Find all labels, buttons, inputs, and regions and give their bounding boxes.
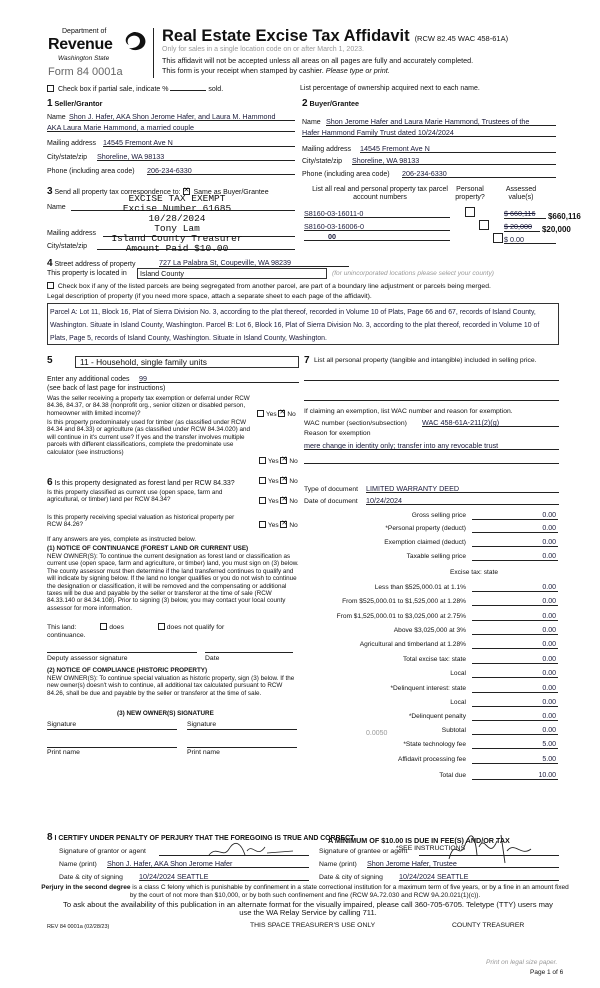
calc-row-value[interactable]: 0.00	[472, 713, 558, 721]
calc-row-label: Agricultural and timberland at 1.28%	[359, 641, 466, 648]
header-divider	[153, 28, 154, 78]
land-does-not-checkbox[interactable]	[158, 623, 165, 630]
parcels-header-personal: Personal property?	[455, 186, 485, 201]
partial-percent-field[interactable]	[170, 84, 206, 91]
partial-sale-label: Check box if partial sale, indicate %	[57, 86, 169, 93]
personal-property-field-2[interactable]	[304, 400, 559, 401]
parcel-3-personal-checkbox[interactable]	[493, 233, 503, 243]
calc-row-value[interactable]: 0.00	[472, 670, 558, 678]
wac-label: WAC number (section/subsection)	[304, 420, 407, 427]
q-timber-yes-checkbox[interactable]	[259, 457, 266, 464]
wac-field[interactable]: WAC 458-61A-211(2)(g)	[422, 418, 559, 427]
parcels-header-assessed: Assessed value(s)	[505, 186, 537, 201]
q-forest-text: Is this property designated as forest land per RCW 84.33?	[54, 480, 235, 487]
dept-top-text: Department of	[62, 28, 107, 35]
q-current-no-label: No	[289, 498, 298, 505]
subtitle-1: This affidavit will not be accepted unless all areas on all pages are fully and accurately completed.	[162, 56, 474, 65]
calc-row	[300, 613, 558, 624]
see-instructions-note: *SEE INSTRUCTIONS	[396, 845, 466, 852]
grantee-date-field[interactable]: 10/24/2024 SEATTLE	[399, 872, 559, 881]
calc-row-label: *Delinquent interest: state	[390, 685, 466, 692]
buyer-name-line1[interactable]: Shon Jerome Hafer and Laura Marie Hammond, Trustees of the	[326, 117, 556, 126]
treasurer-use-label: THIS SPACE TREASURER'S USE ONLY	[250, 922, 376, 929]
section6	[47, 477, 301, 837]
calc-row	[300, 627, 558, 638]
seller-section-number: 1	[47, 98, 53, 109]
calc-row-value[interactable]: 5.00	[472, 756, 558, 764]
parcel-number-2[interactable]: S8160-03-16006-0	[304, 222, 450, 231]
buyer-name-line2[interactable]: Hafer Hammond Family Trust dated 10/24/2024	[302, 128, 556, 137]
buyer-phone-field[interactable]: 206-234-6330	[402, 169, 556, 178]
calc-row	[300, 539, 558, 550]
buyer-phone-label: Phone (including area code)	[302, 171, 390, 178]
grantor-name-field[interactable]: Shon J. Hafer, AKA Shon Jerome Hafer	[107, 859, 309, 868]
seller-city-label: City/state/zip	[47, 154, 88, 161]
q-forest-no-label: No	[289, 478, 298, 485]
reason-label: Reason for exemption	[304, 430, 371, 437]
section5	[47, 355, 299, 475]
same-as-buyer-label: Same as Buyer/Grantee	[193, 189, 269, 196]
calc-row	[300, 713, 558, 724]
stamp-line-6: Amount Paid $10.00	[125, 243, 229, 254]
located-label: This property is located in	[47, 270, 127, 277]
q-timber-answer	[259, 457, 298, 465]
doc-date-label: Date of document	[304, 498, 358, 505]
calc-row-label: Affidavit processing fee	[397, 756, 466, 763]
legal-description-field[interactable]: Parcel A: Lot 11, Block 16, Plat of Sierra Division No. 3, according to the plat thereof, recorded in Volume 10 of Plats, Page 66 and 67, records of Island County, Washington. Situate in Island County, Washington. Parcel B: Lot 6, Block 16, Plat of Sierra Division No. 3, according to the plat thereof, recorded in Volume 10 of Plats, Page 5, records of Island County, Washington. Situate in Island County, Washington.	[47, 303, 559, 345]
buyer-heading	[302, 98, 359, 109]
seller-name-line1[interactable]: Shon J. Hafer, AKA Shon Jerome Hafer, and Laura M. Hammond	[69, 112, 295, 121]
subtitle-2-a: This form is your receipt when stamped by cashier.	[162, 66, 324, 75]
perjury-text: is a class C felony which is punishable by confinement in a state correctional institution for a maximum term of five years, or by a fine in an amount fixed by the court of not more than $10,000, or by both such confinement and fine (RCW 9A.72.030 and RCW 9A.20.021(1)(c)).	[129, 884, 569, 899]
seller-heading	[47, 98, 102, 109]
calc-row	[300, 699, 558, 710]
land-does-checkbox[interactable]	[100, 623, 107, 630]
calc-row-value[interactable]: 0.00	[472, 627, 558, 635]
grantee-name-field[interactable]: Shon Jerome Hafer, Trustee	[367, 859, 559, 868]
calc-row	[300, 598, 558, 609]
parcel-1-personal-checkbox[interactable]	[465, 207, 475, 217]
q-current-yes-checkbox[interactable]	[259, 497, 266, 504]
buyer-mailing-field[interactable]: 14545 Fremont Ave N	[360, 144, 556, 153]
calc-row-value[interactable]: 0.00	[472, 727, 558, 735]
owner-sig-line-1[interactable]	[47, 729, 177, 730]
calc-row-value[interactable]: 0.00	[472, 584, 558, 592]
parcels-section	[302, 184, 581, 260]
calc-row	[300, 641, 558, 652]
grantor-signature-mark	[207, 841, 297, 861]
stamp-line-1: EXCISE TAX EXEMPT	[128, 193, 226, 204]
calc-row-value[interactable]: 0.00	[472, 641, 558, 649]
q-timber-yes-label: Yes	[268, 458, 279, 465]
calc-row	[300, 756, 558, 767]
q-timber-no-checkbox[interactable]	[280, 457, 287, 464]
stamp-line-2: Excise Number 61685	[122, 203, 232, 214]
alt-format-notice: To ask about the availability of this publication in an alternate format for the visually impaired, please call 360-705-6705. Teletype (TTY) users may use the WA Relay Service by calling 711.	[63, 900, 553, 918]
grantor-date-field[interactable]: 10/24/2024 SEATTLE	[139, 872, 309, 881]
calc-row-value[interactable]: 0.00	[472, 598, 558, 606]
buyer-section-number: 2	[302, 98, 308, 109]
grantor-sig-label: Signature of grantor or agent	[59, 848, 146, 855]
owner-sig-label-1: Signature	[47, 721, 77, 728]
section3-heading-text: Send all property tax correspondence to:	[54, 189, 181, 196]
calc-row-label: *State technology fee	[403, 741, 466, 748]
legal-label: Legal description of property (if you need more space, attach a separate sheet to each page of the affidavit).	[47, 293, 372, 300]
q-exempt-yes-checkbox[interactable]	[257, 410, 264, 417]
seller-phone-field[interactable]: 206-234-6330	[147, 166, 295, 175]
notice2-title: (2) NOTICE OF COMPLIANCE (HISTORIC PROPERTY)	[47, 667, 208, 674]
owner-print-line-2[interactable]	[187, 747, 297, 748]
form-title	[162, 27, 508, 46]
this-land-label: This land:	[47, 624, 77, 631]
calc-row-label: Excise tax: state	[449, 569, 498, 576]
doc-type-field[interactable]: LIMITED WARRANTY DEED	[366, 484, 559, 493]
buyer-section	[302, 98, 558, 180]
calc-row	[300, 656, 558, 667]
calc-row-value[interactable]: 0.00	[472, 512, 558, 520]
q-historic-no-label: No	[289, 522, 298, 529]
use-code-select[interactable]: 11 - Household, single family units	[75, 356, 299, 368]
section7	[304, 355, 559, 505]
minimum-due-note: A MINIMUM OF $10.00 IS DUE IN FEE(S) AND/OR TAX	[328, 836, 510, 845]
section6-number: 6	[47, 477, 53, 488]
segregated-row	[47, 282, 491, 290]
owner-sig-line-2[interactable]	[187, 729, 297, 730]
owner-print-line-1[interactable]	[47, 747, 177, 748]
seller-name-line2[interactable]: AKA Laura Marie Hammond, a married couple	[47, 123, 295, 132]
perjury-bold: Perjury in the second degree	[41, 884, 131, 891]
legal-paper-note: Print on legal size paper.	[486, 959, 558, 966]
stamp-line-3: 10/28/2024	[148, 213, 206, 224]
deputy-date-line[interactable]	[205, 652, 293, 653]
parcel-2-value[interactable]	[504, 222, 600, 234]
treasurer-stamp	[102, 194, 252, 254]
buyer-city-field[interactable]: Shoreline, WA 98133	[352, 156, 556, 165]
this-land-row	[47, 623, 224, 631]
calc-row-value[interactable]: 5.00	[472, 741, 558, 749]
calc-row-label: *Delinquent penalty	[408, 713, 466, 720]
calc-row-value[interactable]: 0.00	[472, 685, 558, 693]
q-forest-no-checkbox[interactable]	[280, 477, 287, 484]
certify-text: I CERTIFY UNDER PENALTY OF PERJURY THAT THE FOREGOING IS TRUE AND CORRECT	[54, 835, 355, 842]
notice1-text: NEW OWNER(S): To continue the current designation as forest land or classification as current use (open space, farm and agriculture, or timber) land, you must sign on (3) below. The county assessor must then determine if the land transferred continues to qualify and will indicate by signing below. If the land no longer qualifies or you do not wish to continue the designation or classification, it will be removed and the compensating or additional taxes will be due and payable by the seller or transferor at the time of sale (RCW 84.33.140 or 84.34.108). Prior to signing (3) below, you may contact your local county assessor for more information.	[47, 553, 299, 612]
grantor-name-label: Name (print)	[59, 861, 97, 868]
seller-heading-text: Seller/Grantor	[54, 99, 103, 108]
calc-row-label: Exemption claimed (deduct)	[384, 539, 466, 546]
dor-logo	[40, 28, 152, 84]
parcel-2-value-handwritten: $20,000	[541, 225, 571, 234]
stamp-line-4: Tony Lam	[154, 223, 200, 234]
section3-city-label: City/state/zip	[47, 243, 88, 250]
partial-sale-row	[47, 84, 223, 93]
calc-row-label: Less than $525,000.01 at 1.1%	[374, 584, 466, 591]
q-current-no-checkbox[interactable]	[280, 497, 287, 504]
grantee-name-label: Name (print)	[319, 861, 357, 868]
calc-row-label: Above $3,025,000 at 3%	[393, 627, 466, 634]
subtitle-2-b: Please type or print.	[325, 66, 390, 75]
calc-row-label: From $525,000.01 to $1,525,000 at 1.28%	[342, 598, 466, 605]
segregated-checkbox[interactable]	[47, 282, 54, 289]
street-label: Street address of property	[54, 261, 136, 268]
q-historic-yes-checkbox[interactable]	[259, 521, 266, 528]
calc-row	[300, 670, 558, 681]
calc-row-label: Local	[450, 699, 466, 706]
deputy-sig-label: Deputy assessor signature	[47, 655, 128, 662]
calc-row-value[interactable]: 0.00	[472, 553, 558, 561]
reason-field[interactable]: mere change in identity only; transfer into any revocable trust	[304, 441, 559, 450]
revenue-swirl-icon	[120, 30, 148, 54]
calc-row-label: *Personal property (deduct)	[385, 525, 466, 532]
q-forest-row	[47, 477, 235, 488]
county-treasurer-label: COUNTY TREASURER	[452, 922, 525, 929]
calc-row-value[interactable]: 0.00	[472, 539, 558, 547]
calc-row-value[interactable]: 0.00	[472, 525, 558, 533]
buyer-name-label: Name	[302, 119, 321, 126]
seller-phone-label: Phone (including area code)	[47, 168, 135, 175]
section5-number: 5	[47, 355, 53, 366]
rev-label: REV 84 0001a (02/28/23)	[47, 924, 110, 930]
q-forest-answer	[259, 477, 298, 485]
additional-codes-field[interactable]: 99	[139, 374, 299, 383]
perjury-notice	[40, 884, 570, 899]
calc-row	[300, 727, 558, 738]
calc-row-value[interactable]: 0.00	[472, 656, 558, 664]
grantee-sig-label: Signature of grantee or agent	[319, 848, 408, 855]
partial-sold-label: sold.	[208, 86, 224, 93]
form-title-text: Real Estate Excise Tax Affidavit	[162, 27, 410, 45]
exemption-label: If claiming an exemption, list WAC number and reason for exemption.	[304, 408, 513, 415]
parcels-header-list: List all real and personal property tax parcel account numbers	[312, 186, 448, 201]
see-back-note: (see back of last page for instructions)	[47, 385, 166, 392]
if-any-yes-text: If any answers are yes, complete as instructed below.	[47, 536, 197, 543]
calc-row	[300, 772, 558, 783]
partial-sale-checkbox[interactable]	[47, 85, 54, 92]
buyer-heading-text: Buyer/Grantee	[309, 99, 360, 108]
section4-street-row	[47, 258, 135, 269]
additional-codes-label: Enter any additional codes	[47, 376, 130, 383]
dept-state-text: Washington State	[58, 55, 110, 62]
notice2-text: NEW OWNER(S): To continue special valuation as historic property, sign (3) below. If the new owner(s) doesn't wish to continue, all additional tax calculated pursuant to RCW 84.26, shall be due and payable by the seller or transferor at the time of sale.	[47, 675, 295, 697]
q-exempt-text: Was the seller receiving a property tax exemption or deferral under RCW 84.36, 84.37, or 84.38 (nonprofit org., senior citizen or disabled person, homeowner with limited income)?	[47, 395, 250, 417]
q-current-text: Is this property classified as current use (open space, farm and agricultural, or timber) land per RCW 84.34?	[47, 489, 223, 504]
section3-mailing-label: Mailing address	[47, 230, 97, 237]
seller-city-field[interactable]: Shoreline, WA 98133	[97, 152, 295, 161]
q-current-answer	[259, 497, 298, 505]
form-number: Form 84 0001a	[48, 66, 123, 78]
q-exempt-no-checkbox[interactable]	[278, 410, 285, 417]
notice3-title: (3) NEW OWNER(S) SIGNATURE	[117, 710, 214, 717]
owner-sig-label-2: Signature	[187, 721, 217, 728]
buyer-mailing-label: Mailing address	[302, 146, 352, 153]
subtitle-gray: Only for sales in a single location code on or after March 1, 2023.	[162, 46, 364, 53]
parcel-1-value-handwritten: $660,116	[547, 212, 581, 221]
form-citation: (RCW 82.45 WAC 458-61A)	[414, 34, 509, 43]
ownership-note: List percentage of ownership acquired next to each name.	[300, 85, 480, 92]
q-forest-yes-label: Yes	[268, 478, 279, 485]
parcel-2-value-struck: $ 20,000	[504, 222, 540, 232]
parcel-1-value-struck: $ 660,116	[504, 209, 546, 219]
seller-name-label: Name	[47, 114, 66, 121]
q-timber-text: Is this property predominately used for timber (as classified under RCW 84.34 and 84.33) or agriculture (as classified under RCW 84.34.020) and will continue in it's current use? If yes and the transfer involves multiple parcels with different classifications, complete the predominate use calculator (see instructions)	[47, 419, 251, 456]
q-historic-no-checkbox[interactable]	[280, 521, 287, 528]
deputy-sig-line[interactable]	[47, 652, 197, 653]
owner-print-label-2: Print name	[187, 749, 220, 756]
seller-mailing-label: Mailing address	[47, 140, 97, 147]
section3-name-label: Name	[47, 204, 66, 211]
q-current-yes-label: Yes	[268, 498, 279, 505]
continuance-label: continuance.	[47, 632, 86, 639]
q-exempt-no-label: No	[287, 411, 296, 418]
land-does-not-label: does not qualify for	[166, 624, 225, 631]
q-exempt-answer	[257, 410, 296, 418]
calc-row	[300, 741, 558, 752]
seller-section	[47, 98, 297, 180]
doc-date-field[interactable]: 10/24/2024	[366, 496, 559, 505]
calc-row-label: Total due	[439, 772, 466, 779]
section7-number: 7	[304, 355, 310, 366]
parcel-2-personal-checkbox[interactable]	[479, 220, 489, 230]
personal-property-label: List all personal property (tangible and intangible) included in selling price.	[314, 357, 537, 364]
land-does-label: does	[109, 624, 124, 631]
unincorporated-hint: (for unincorporated locations please select your county)	[332, 270, 495, 277]
parcel-number-3[interactable]: 00	[304, 232, 450, 241]
q-historic-yes-label: Yes	[268, 522, 279, 529]
personal-property-field[interactable]	[304, 380, 559, 381]
parcel-3-value[interactable]: $ 0.00	[504, 235, 556, 244]
doc-type-label: Type of document	[304, 486, 359, 493]
section4	[47, 258, 559, 348]
buyer-city-label: City/state/zip	[302, 158, 343, 165]
reason-field-2[interactable]	[304, 463, 559, 464]
calc-row-value[interactable]: 10.00	[472, 772, 558, 780]
segregated-label: Check box if any of the listed parcels are being segregated from another parcel, are part of a boundary line adjustment or parcels being merged.	[57, 283, 491, 290]
seller-mailing-field[interactable]: 14545 Fremont Ave N	[103, 138, 295, 147]
section3-number: 3	[47, 186, 53, 197]
q-timber-no-label: No	[289, 458, 298, 465]
dept-name-text: Revenue	[48, 36, 113, 53]
calc-row-label: Subtotal	[441, 727, 466, 734]
county-select[interactable]: Island County	[137, 268, 327, 279]
grantor-date-label: Date & city of signing	[59, 874, 123, 881]
street-field[interactable]: 727 La Palabra St, Coupeville, WA 98239	[159, 258, 349, 267]
calc-row-label: Local	[450, 670, 466, 677]
q-exempt-yes-label: Yes	[266, 411, 277, 418]
calc-row-label: Total excise tax: state	[402, 656, 466, 663]
calc-row-value[interactable]: 0.00	[472, 699, 558, 707]
local-rate: 0.0050	[366, 730, 388, 737]
calc-row-label: Gross selling price	[411, 512, 466, 519]
q-forest-yes-checkbox[interactable]	[259, 477, 266, 484]
calc-row	[300, 685, 558, 696]
certify-row	[47, 832, 354, 843]
q-historic-text: Is this property receiving special valuation as historical property per RCW 84.26?	[47, 514, 235, 529]
calc-row	[300, 553, 558, 564]
owner-print-label-1: Print name	[47, 749, 80, 756]
notice1-title: (1) NOTICE OF CONTINUANCE (FOREST LAND OR CURRENT USE)	[47, 545, 249, 552]
calc-row	[300, 584, 558, 595]
page-number: Page 1 of 6	[530, 969, 564, 976]
stamp-line-5: Island County Treasurer	[111, 233, 243, 244]
calc-row-value[interactable]: 0.00	[472, 613, 558, 621]
section4-number: 4	[47, 258, 53, 269]
calc-row	[300, 525, 558, 536]
calc-row	[300, 569, 558, 580]
grantee-date-label: Date & city of signing	[319, 874, 383, 881]
calc-row-label: Taxable selling price	[406, 553, 466, 560]
parcel-number-1[interactable]: S8160-03-16011-0	[304, 209, 450, 218]
subtitle-2	[162, 66, 390, 75]
deputy-date-label: Date	[205, 655, 220, 662]
parcel-1-value[interactable]	[504, 209, 600, 221]
q-historic-answer	[259, 521, 298, 529]
calc-row	[300, 512, 558, 523]
section8-number: 8	[47, 832, 53, 843]
calc-row-label: From $1,525,000.01 to $3,025,000 at 2.75%	[336, 613, 466, 620]
